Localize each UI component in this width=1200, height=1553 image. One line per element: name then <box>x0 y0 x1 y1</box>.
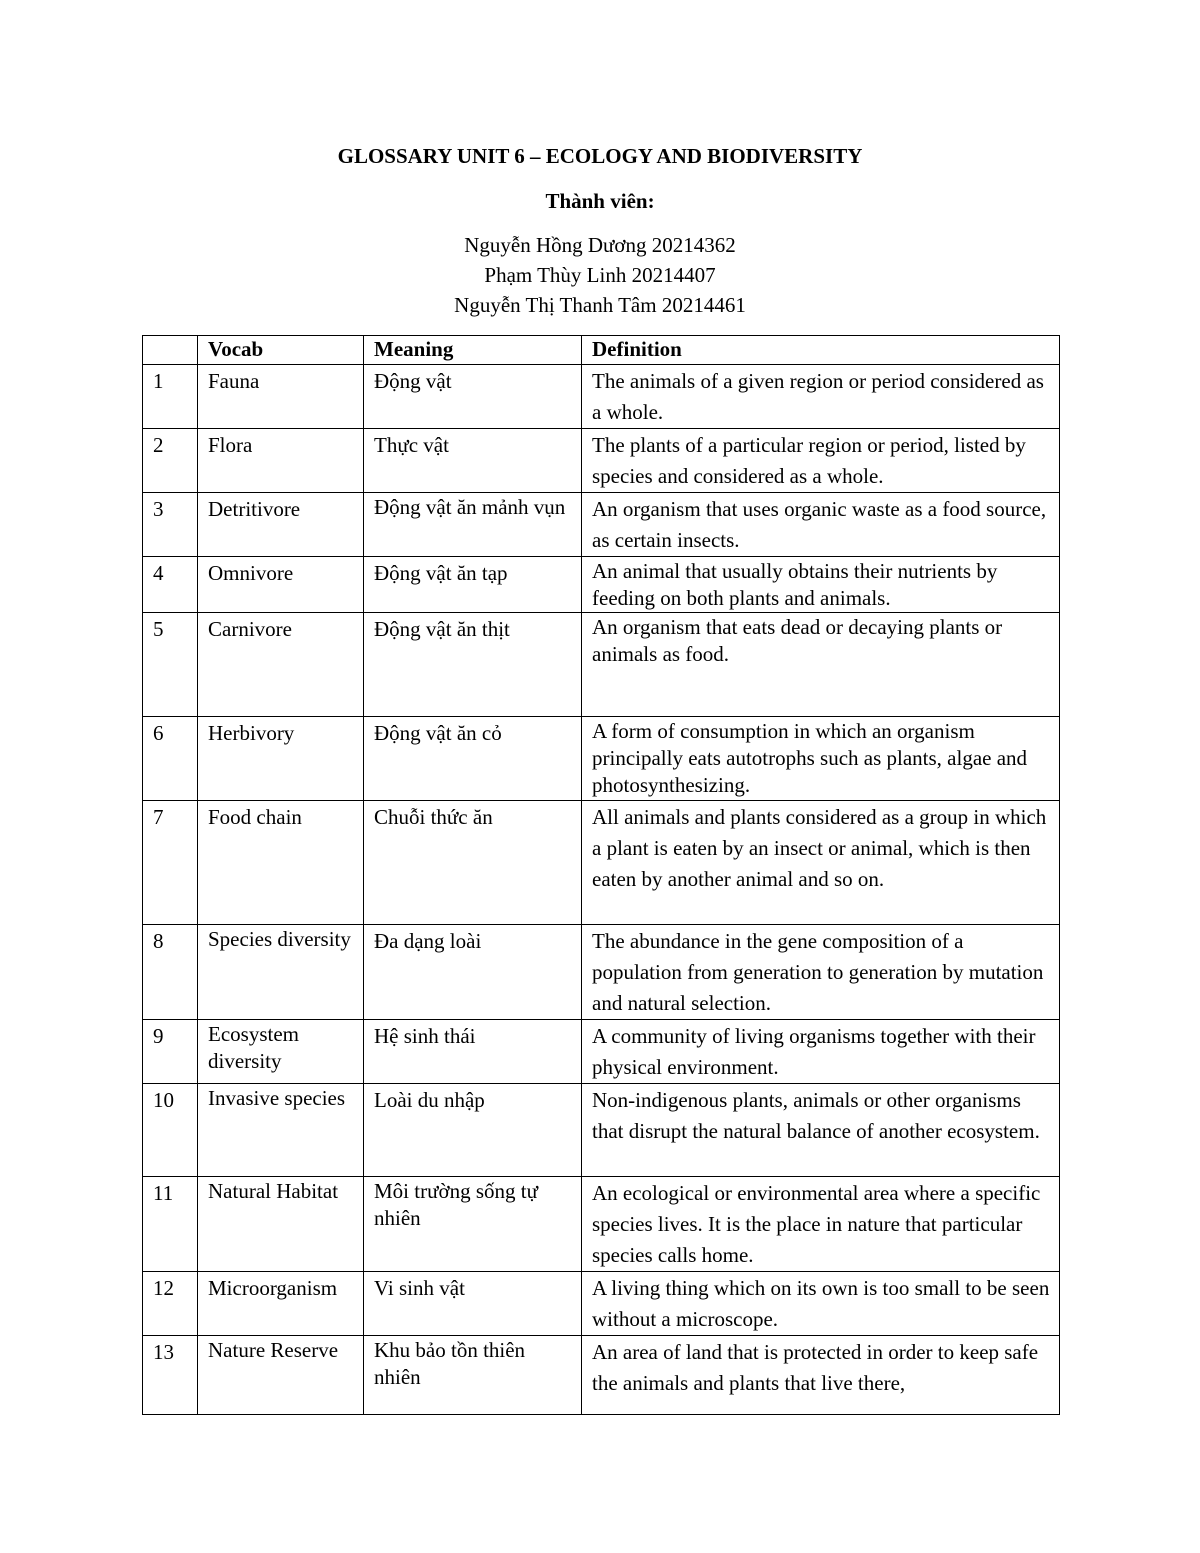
definition-cell: The plants of a particular region or period, listed by species and considered as a whole. <box>582 429 1060 493</box>
header-meaning: Meaning <box>364 336 582 365</box>
member-3: Nguyễn Thị Thanh Tâm 20214461 <box>454 293 746 317</box>
table-row <box>143 925 1060 1020</box>
vocab-cell: Carnivore <box>198 613 364 717</box>
meaning-cell: Động vật ăn cỏ <box>364 717 582 801</box>
page-title: GLOSSARY UNIT 6 – ECOLOGY AND BIODIVERSITY <box>337 144 863 168</box>
definition-cell: A form of consumption in which an organism principally eats autotrophs such as plants, algae and photosynthesizing. <box>582 717 1060 801</box>
definition-cell: All animals and plants considered as a group in which a plant is eaten by an insect or animal, which is then eaten by another animal and so on. <box>582 801 1060 925</box>
row-number: 7 <box>143 801 198 925</box>
row-number: 2 <box>143 429 198 493</box>
vocab-cell: Fauna <box>198 365 364 429</box>
meaning-cell: Chuỗi thức ăn <box>364 801 582 925</box>
table-row <box>143 1177 1060 1272</box>
row-number: 12 <box>143 1272 198 1336</box>
definition-cell: An organism that uses organic waste as a food source, as certain insects. <box>582 493 1060 557</box>
meaning-cell: Vi sinh vật <box>364 1272 582 1336</box>
meaning-cell: Khu bảo tồn thiên nhiên <box>364 1336 582 1415</box>
vocab-cell: Flora <box>198 429 364 493</box>
vocab-cell: Nature Reserve <box>198 1336 364 1415</box>
meaning-cell: Động vật ăn tạp <box>364 557 582 613</box>
row-number: 4 <box>143 557 198 613</box>
definition-cell: An animal that usually obtains their nutrients by feeding on both plants and animals. <box>582 557 1060 613</box>
table-row <box>143 801 1060 925</box>
meaning-cell: Đa dạng loài <box>364 925 582 1020</box>
definition-cell: The animals of a given region or period considered as a whole. <box>582 365 1060 429</box>
row-number: 13 <box>143 1336 198 1415</box>
meaning-cell: Môi trường sống tự nhiên <box>364 1177 582 1272</box>
member-2: Phạm Thùy Linh 20214407 <box>484 263 716 287</box>
table-row <box>143 1084 1060 1177</box>
row-number: 8 <box>143 925 198 1020</box>
vocab-cell: Omnivore <box>198 557 364 613</box>
meaning-cell: Động vật <box>364 365 582 429</box>
meaning-cell: Thực vật <box>364 429 582 493</box>
table-row <box>143 1020 1060 1084</box>
header-vocab: Vocab <box>198 336 364 365</box>
definition-cell: An organism that eats dead or decaying plants or animals as food. <box>582 613 1060 717</box>
table-row <box>143 1336 1060 1415</box>
row-number: 1 <box>143 365 198 429</box>
meaning-cell: Động vật ăn thịt <box>364 613 582 717</box>
vocab-cell: Invasive species <box>198 1084 364 1177</box>
row-number: 3 <box>143 493 198 557</box>
vocab-cell: Natural Habitat <box>198 1177 364 1272</box>
header-definition: Definition <box>582 336 1060 365</box>
members-heading: Thành viên: <box>545 189 655 213</box>
definition-cell: An area of land that is protected in order to keep safe the animals and plants that live there, <box>582 1336 1060 1415</box>
table-row <box>143 717 1060 801</box>
meaning-cell: Động vật ăn mảnh vụn <box>364 493 582 557</box>
table-row <box>143 429 1060 493</box>
vocab-cell: Detritivore <box>198 493 364 557</box>
glossary-table <box>142 335 1060 1415</box>
header-number <box>143 336 198 365</box>
definition-cell: Non-indigenous plants, animals or other organisms that disrupt the natural balance of another ecosystem. <box>582 1084 1060 1177</box>
vocab-cell: Food chain <box>198 801 364 925</box>
table-row <box>143 493 1060 557</box>
row-number: 6 <box>143 717 198 801</box>
vocab-cell: Ecosystem diversity <box>198 1020 364 1084</box>
table-row <box>143 557 1060 613</box>
table-row <box>143 1272 1060 1336</box>
definition-cell: A community of living organisms together with their physical environment. <box>582 1020 1060 1084</box>
row-number: 10 <box>143 1084 198 1177</box>
row-number: 11 <box>143 1177 198 1272</box>
definition-cell: A living thing which on its own is too small to be seen without a microscope. <box>582 1272 1060 1336</box>
definition-cell: An ecological or environmental area where a specific species lives. It is the place in nature that particular species calls home. <box>582 1177 1060 1272</box>
table-row <box>143 365 1060 429</box>
row-number: 5 <box>143 613 198 717</box>
member-1: Nguyễn Hồng Dương 20214362 <box>464 233 736 257</box>
meaning-cell: Loài du nhập <box>364 1084 582 1177</box>
vocab-cell: Microorganism <box>198 1272 364 1336</box>
table-row <box>143 613 1060 717</box>
row-number: 9 <box>143 1020 198 1084</box>
vocab-cell: Species diversity <box>198 925 364 1020</box>
table-header-row <box>143 336 1060 365</box>
meaning-cell: Hệ sinh thái <box>364 1020 582 1084</box>
definition-cell: The abundance in the gene composition of a population from generation to generation by mutation and natural selection. <box>582 925 1060 1020</box>
vocab-cell: Herbivory <box>198 717 364 801</box>
